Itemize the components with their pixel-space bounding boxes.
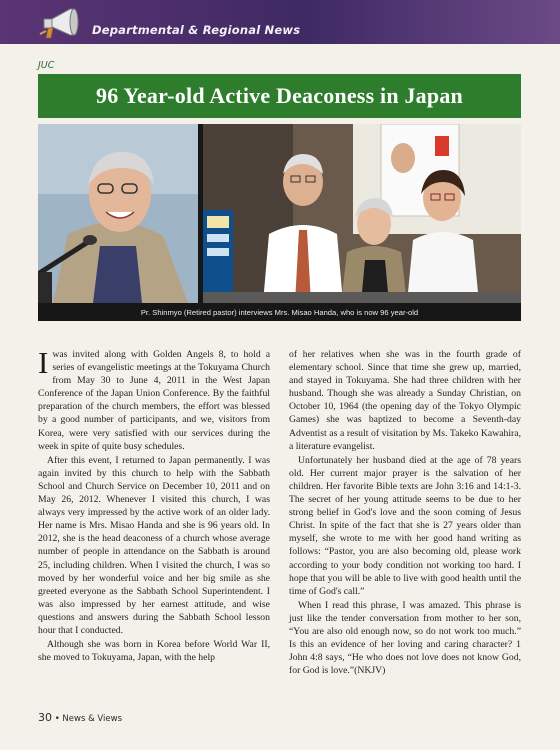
- paragraph-text: was invited along with Golden Angels 8, to hold a series of evangelistic meetings at the Tokuyama Church from May 30 to June 4, 2011 in the West Japan Conference of the Japan Union Conference. By the faithful preparation of the church members, the effort was blessed by a good number of participants, and we, visitors from Korea, were very satisfied with our services during the week in spite of quite busy schedules.: [38, 349, 270, 452]
- region-tag: JUC: [38, 60, 55, 71]
- publication-name: • News & Views: [54, 714, 123, 724]
- article-paragraph: When I read this phrase, I was amazed. This phrase is just like the tender conversation from mother to her son, “You are also old enough now, so do not work too much.” Is this an evidence of her loving and caring character? 1 John 4:8 says, “He who does not love does not know God, for God is love.”(NKJV): [289, 599, 521, 677]
- article-column-left: [38, 345, 270, 665]
- photo-frame: [38, 124, 521, 321]
- article-paragraph: of her relatives when she was in the fourth grade of elementary school. Since that time she grew up, married, and stayed in Tokuyama. She had three children with her husband. Though she was already a Sunday Christian, on October 10, 1964 (the opening day of the Tokyo Olympic Games) she was baptized to become a Seventh-day Adventist as a result of visitation by Ms. Takeko Kawahira, a literature evangelist.: [289, 349, 521, 452]
- page-footer: [38, 711, 122, 724]
- megaphone-icon: [36, 4, 84, 44]
- article-paragraph: Although she was born in Korea before World War II, she moved to Tokuyama, Japan, with the help: [38, 639, 270, 664]
- article-column-right: [289, 348, 521, 678]
- article-title: 96 Year-old Active Deaconess in Japan: [96, 83, 463, 108]
- article-paragraph: After this event, I returned to Japan permanently. I was again invited by this church to help with the Sabbath School and Church Service on December 10, 2011 and on May 26, 2012. Whenever I visited this church, I was always very impressed by the active work of an older lady. Her name is Mrs. Misao Handa and she is 96 years old. In 2012, she is the head deaconess of a church whose average number of people in attendance on the Sabbath is around 25, including children. When I visited the church, I was so moved by her wonderful voice and her big smile as she greeted everyone as the Sabbath School Superintendent. I was also impressed by her earnest attitude, and wise questions and answers during the Sabbath School lesson hour that I conducted.: [38, 454, 270, 636]
- header-band: [0, 0, 560, 44]
- article-title-bar: [38, 74, 521, 118]
- section-header-title: Departmental & Regional News: [92, 23, 301, 37]
- photo-deaconess-speaking: [38, 124, 198, 303]
- photo-caption: Pr. Shinmyo (Retired pastor) interviews Mrs. Misao Handa, who is now 96 year-old: [140, 308, 419, 317]
- photo-group-portrait: [203, 124, 521, 303]
- article-paragraph: Unfortunately her husband died at the age of 78 years old. Her current major prayer is the salvation of her children. Her favorite Bible texts are John 3:16 and 14:1-3. The secret of her young attitude seems to be due to her strong belief in God's love and the soon coming of Jesus Christ. In spite of the fact that she is 27 years older than myself, she wrote to me with her good hand writing as follows: “Pastor, you are also becoming old, please work according to your body condition not working too hard. I hope that you will be able to live with good health until the time of God's call.”: [289, 454, 521, 597]
- article-paragraph: [38, 345, 270, 453]
- page-number: 30: [38, 711, 52, 724]
- drop-cap: I: [38, 345, 49, 380]
